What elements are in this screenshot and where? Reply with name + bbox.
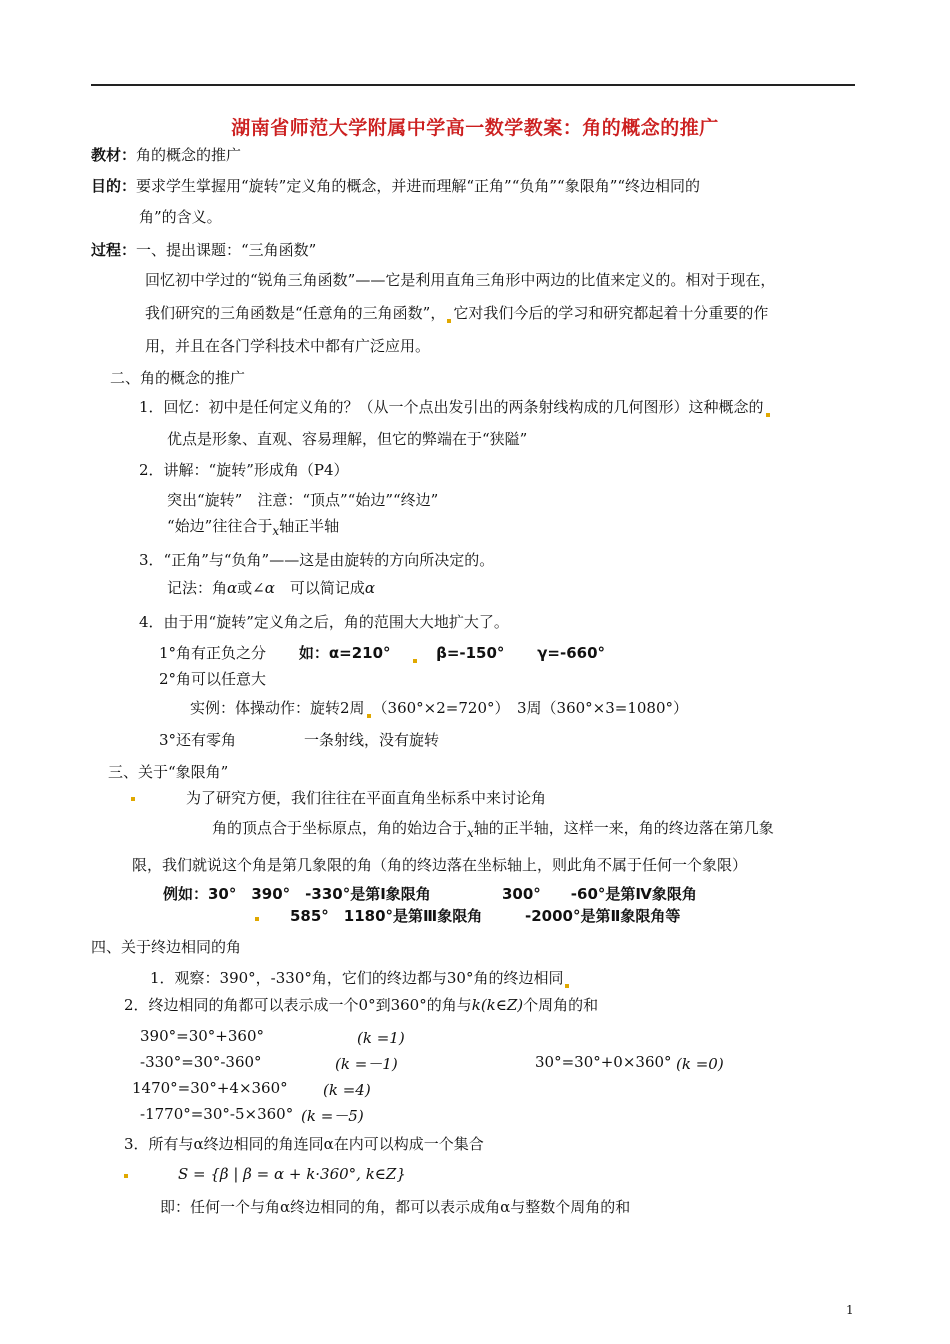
item-3-line-2 xyxy=(167,578,375,598)
equation-3: 30°=30°+0×360° xyxy=(535,1053,672,1071)
point-1-line xyxy=(159,643,605,663)
purpose-label: 目的： xyxy=(91,177,137,195)
textbook-line xyxy=(91,145,241,165)
example-gamma: γ=-660° xyxy=(537,644,606,662)
math-alpha: α xyxy=(227,579,238,597)
point-3-text: 3°还有零角 xyxy=(159,731,237,749)
equation-2-k: (k =－1) xyxy=(335,1055,398,1073)
point-2-example xyxy=(190,698,688,718)
marker-dot xyxy=(255,917,259,921)
intro-line-1: 回忆初中学过的“锐角三角函数”——它是利用直角三角形中两边的比值来定义的。相对于现在， xyxy=(145,271,776,289)
page-number: 1 xyxy=(846,1303,854,1317)
point-3-line xyxy=(159,730,439,750)
observe-text: 1．观察：390°，-330°角，它们的终边都与30°角的终边相同 xyxy=(150,969,564,987)
example-text: 实例：体操动作：旋转2周 xyxy=(190,699,365,717)
quadrant-example-4: -2000°是第Ⅱ象限角等 xyxy=(525,907,681,925)
textbook-text: 角的概念的推广 xyxy=(136,146,242,164)
marker-dot xyxy=(766,413,770,417)
coterminal-text: 2．终边相同的角都可以表示成一个0°到360°的角与 xyxy=(124,996,472,1014)
section-3-heading: 三、关于“象限角” xyxy=(108,763,229,781)
page-title: 湖南省师范大学附属中学高一数学教案：角的概念的推广 xyxy=(231,117,719,139)
header-rule xyxy=(91,84,855,86)
equation-5: -1770°=30°-5×360° xyxy=(140,1105,294,1123)
section-2-heading: 二、角的概念的推广 xyxy=(110,369,246,387)
equation-1-k: (k =1) xyxy=(357,1029,405,1047)
intro-line-2a: 我们研究的三角函数是“任意角的三角函数”， xyxy=(145,304,446,322)
equation-2: -330°=30°-360° xyxy=(140,1053,262,1071)
set-intro-line: 3．所有与α终边相同的角连同α在内可以构成一个集合 xyxy=(124,1135,484,1153)
example-beta: β=-150° xyxy=(436,644,505,662)
coterminal-line xyxy=(124,995,598,1015)
section-3-line-1: 为了研究方便，我们往往在平面直角坐标系中来讨论角 xyxy=(186,789,547,807)
math-k-in-z: k(k∈Z) xyxy=(471,996,524,1014)
equation-5-k: (k =－5) xyxy=(301,1107,364,1125)
section-3-text: 角的顶点合于坐标原点，角的始边合于 xyxy=(212,819,468,837)
notation-label: 记法：角 xyxy=(167,579,228,597)
set-explanation: 即：任何一个与角α终边相同的角，都可以表示成角α与整数个周角的和 xyxy=(160,1198,631,1216)
item-1-line-1 xyxy=(139,397,772,417)
section-3-text-end: 轴的正半轴，这样一来，角的终边落在第几象 xyxy=(473,819,774,837)
quadrant-example-2: 300° -60°是第Ⅳ象限角 xyxy=(502,885,697,903)
item-4-line-1: 4．由于用“旋转”定义角之后，角的范围大大地扩大了。 xyxy=(139,613,509,631)
notation-text: 可以简记成 xyxy=(274,579,365,597)
notation-or: 或 xyxy=(237,579,253,597)
coterminal-text-end: 个周角的和 xyxy=(523,996,599,1014)
example-values: （360°×2=720°） 3周（360°×3=1080°） xyxy=(372,699,689,717)
marker-dot xyxy=(413,659,417,663)
item-2-text-end: 轴正半轴 xyxy=(279,517,340,535)
purpose-text-1: 要求学生掌握用“旋转”定义角的概念，并进而理解“正角”“负角”“象限角”“终边相同的 xyxy=(136,177,701,195)
equation-3-k: (k =0) xyxy=(676,1055,724,1073)
item-2-line-1: 2．讲解：“旋转”形成角（P4） xyxy=(139,461,349,479)
intro-line-2 xyxy=(145,303,768,323)
process-line xyxy=(91,240,316,260)
math-alpha-2: α xyxy=(364,579,376,597)
marker-dot xyxy=(124,1174,128,1178)
math-x: x xyxy=(272,524,280,538)
math-angle: ∠α xyxy=(252,579,275,597)
marker-dot xyxy=(447,319,451,323)
equation-4-k: (k =4) xyxy=(323,1081,371,1099)
point-2-line: 2°角可以任意大 xyxy=(159,670,267,688)
point-3-desc: 一条射线，没有旋转 xyxy=(304,731,440,749)
item-2-text: “始边”往往合于 xyxy=(167,517,273,535)
item-1-text: 1．回忆：初中是任何定义角的？（从一个点出发引出的两条射线构成的几何图形）这种概念的 xyxy=(139,398,764,416)
observe-line xyxy=(150,968,571,988)
purpose-text-2: 角”的含义。 xyxy=(139,208,222,226)
process-text: 一、提出课题：“三角函数” xyxy=(136,241,317,259)
set-formula: S = {β | β = α + k·360°, k∈Z} xyxy=(178,1165,406,1183)
marker-dot xyxy=(131,797,135,801)
equation-1: 390°=30°+360° xyxy=(140,1027,264,1045)
marker-dot xyxy=(367,714,371,718)
textbook-label: 教材： xyxy=(91,146,137,164)
quadrant-example-3: 585° 1180°是第Ⅲ象限角 xyxy=(290,907,483,925)
item-3-line-1: 3．“正角”与“负角”——这是由旋转的方向所决定的。 xyxy=(139,551,495,569)
example-alpha: 如：α=210° xyxy=(298,644,391,662)
intro-line-3: 用，并且在各门学科技术中都有广泛应用。 xyxy=(145,337,431,355)
equation-4: 1470°=30°+4×360° xyxy=(132,1079,288,1097)
item-2-line-2: 突出“旋转” 注意：“顶点”“始边”“终边” xyxy=(167,491,439,509)
intro-line-2b: 它对我们今后的学习和研究都起着十分重要的作 xyxy=(453,304,769,322)
purpose-line xyxy=(91,176,700,196)
marker-dot xyxy=(565,984,569,988)
point-1-text: 1°角有正负之分 xyxy=(159,644,267,662)
quadrant-example-1: 例如：30° 390° -330°是第Ⅰ象限角 xyxy=(163,885,431,903)
process-label: 过程： xyxy=(91,241,137,259)
section-4-heading: 四、关于终边相同的角 xyxy=(91,938,242,956)
item-1-line-2: 优点是形象、直观、容易理解，但它的弊端在于“狭隘” xyxy=(167,430,528,448)
math-x: x xyxy=(467,826,474,840)
section-3-line-2 xyxy=(212,818,774,839)
section-3-line-3: 限，我们就说这个角是第几象限的角（角的终边落在坐标轴上，则此角不属于任何一个象限） xyxy=(132,856,748,874)
item-2-line-3 xyxy=(167,516,339,537)
